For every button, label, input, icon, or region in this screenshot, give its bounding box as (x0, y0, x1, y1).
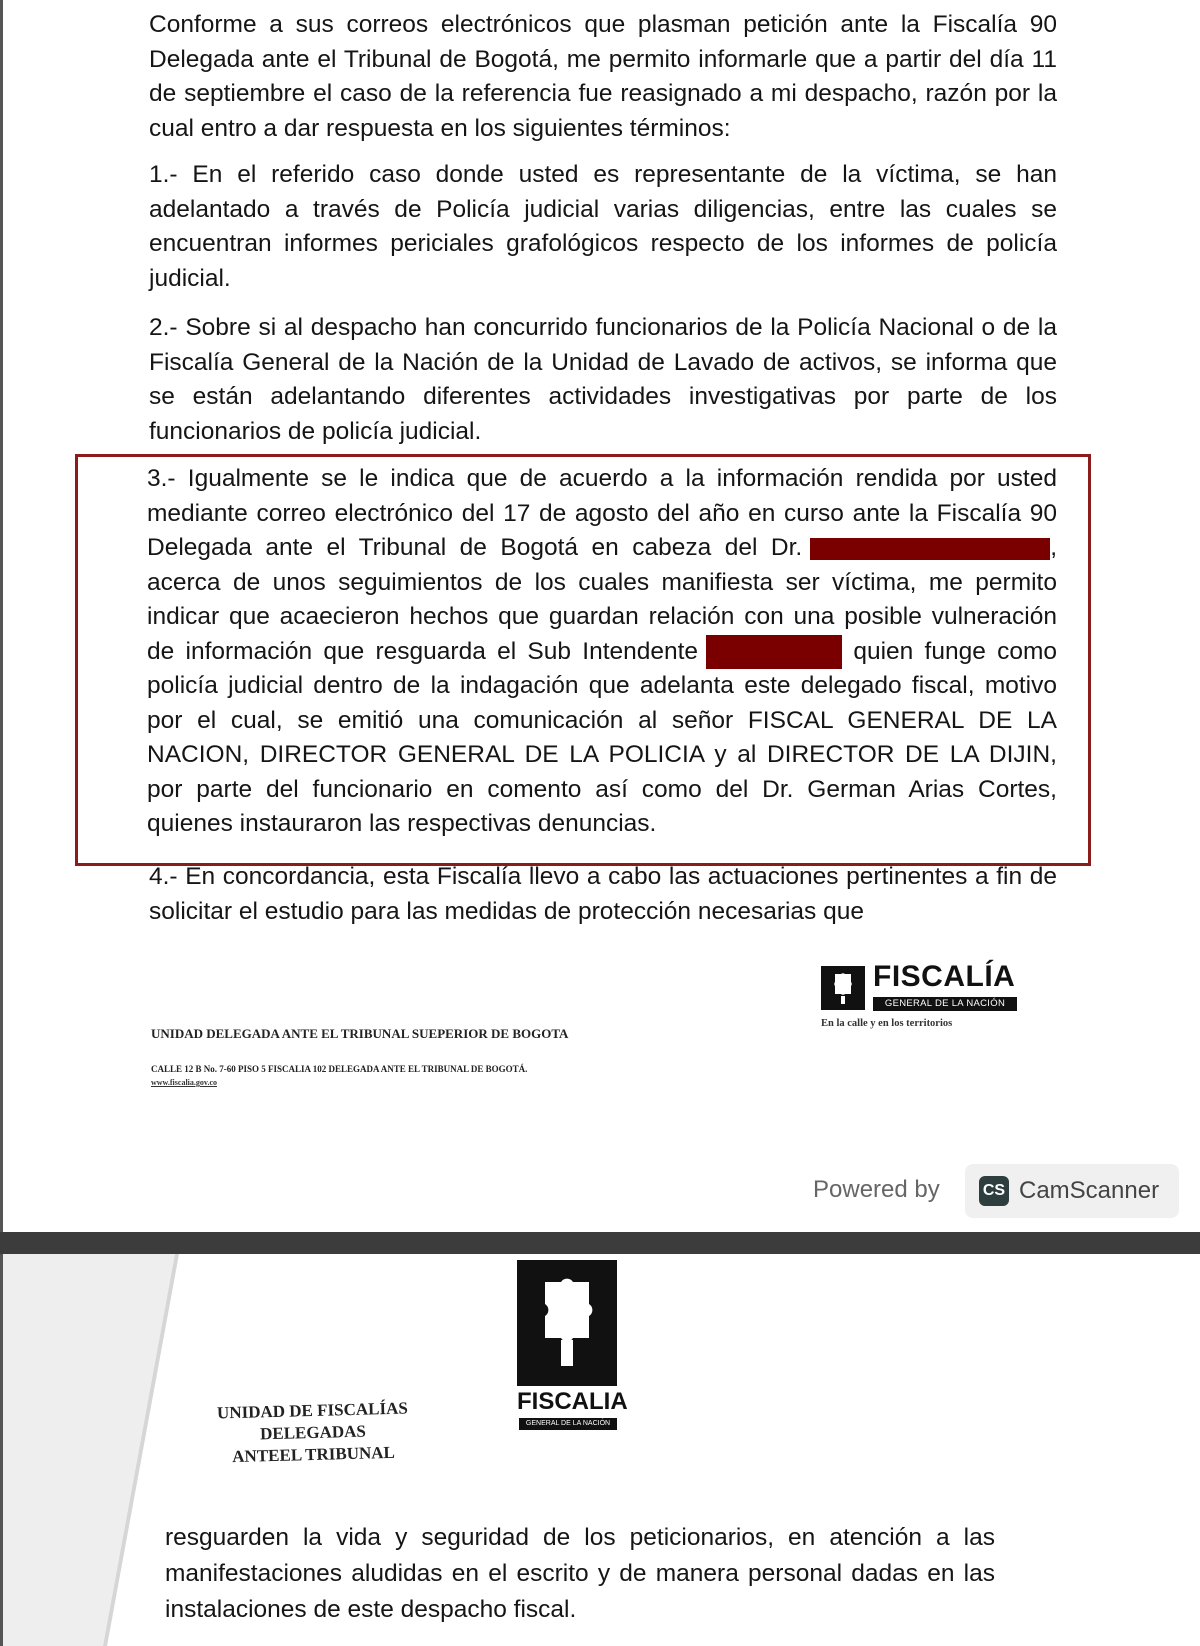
paragraph-item-4: 4.- En concordancia, esta Fiscalía llevo a cabo las actuaciones pertinentes a fin de solicitar el estudio para las medidas de protección necesarias que (149, 863, 1057, 925)
paragraph-continuation: resguarden la vida y seguridad de los peticionarios, en atención a las manifestaciones aludidas en el escrito y de manera personal dadas en las instalaciones de este despacho fiscal. (165, 1524, 995, 1623)
camscanner-label: CamScanner (1019, 1177, 1160, 1204)
item-3-text-part-3: quien funge como policía judicial dentro de la indagación que adelanta este delegado fiscal, motivo por el cual, se emitió una comunicación al señor FISCAL GENERAL DE LA NACION, DIRECTOR GENERAL DE LA POLICIA y al DIRECTOR DE LA DIJIN, por parte del funcionario en comento así como del Dr. German Arias Cortes, quienes instauraron las respectivas denuncias. (147, 637, 1057, 838)
logo-name: FISCALÍA (873, 960, 1016, 993)
item-3-text-part-2: , acerca de unos seguimientos de los cuales manifiesta ser víctima, me permito indicar que acaecieron hechos que guardan relación con una posible vulneración de información que resguarda el Sub Intendente (147, 534, 1057, 665)
camscanner-icon: CS (979, 1176, 1009, 1206)
logo-subtitle: GENERAL DE LA NACIÓN (873, 997, 1017, 1011)
page2-unit-line-2: ANTEEL TRIBUNAL (232, 1442, 396, 1467)
fiscalia-logo (821, 960, 1021, 1030)
powered-by-label: Powered by (813, 1176, 940, 1203)
logo-slogan: En la calle y en los territorios (821, 1018, 953, 1029)
camscanner-badge (965, 1164, 1179, 1218)
page2-unit-line-1: UNIDAD DE FISCALÍAS DELEGADAS (216, 1398, 409, 1444)
logo-name: FISCALIA (517, 1388, 628, 1415)
highlight-box (75, 454, 1091, 866)
fiscalia-logo-large (517, 1260, 628, 1436)
page2-unit-name (162, 1396, 464, 1470)
logo-subtitle: GENERAL DE LA NACIÓN (519, 1418, 617, 1430)
footer-unit-name: UNIDAD DELEGADA ANTE EL TRIBUNAL SUEPERIOR DE BOGOTA (151, 1026, 569, 1041)
paragraph-intro: Conforme a sus correos electrónicos que plasman petición ante la Fiscalía 90 Delegada ante el Tribunal de Bogotá, me permito informarle que a partir del día 11 de septiembre el caso de la referencia fue reasignado a mi despacho, razón por la cual entro a dar respuesta en los siguientes términos: (149, 11, 1057, 142)
paragraph-item-1: 1.- En el referido caso donde usted es representante de la víctima, se han adelantado a través de Policía judicial varias diligencias, entre las cuales se encuentran informes periciales grafológicos respecto de los informes de policía judicial. (149, 161, 1057, 292)
puzzle-emblem-icon (517, 1260, 617, 1386)
paragraph-item-2: 2.- Sobre si al despacho han concurrido funcionarios de la Policía Nacional o de la Fiscalía General de la Nación de la Unidad de Lavado de activos, se informa que se están adelantando diferentes actividades investigativas por parte de los funcionarios de policía judicial. (149, 314, 1057, 445)
footer-website: www.fiscalia.gov.co (151, 1078, 217, 1087)
scanned-page-2 (0, 1254, 1200, 1646)
item-3-text-part-1: 3.- Igualmente se le indica que de acuerdo a la información rendida por usted mediante correo electrónico del 17 de agosto del año en curso ante la Fiscalía 90 Delegada ante el Tribunal de Bogotá en cabeza del Dr. (147, 465, 1057, 561)
footer-address: CALLE 12 B No. 7-60 PISO 5 FISCALIA 102 DELEGADA ANTE EL TRIBUNAL DE BOGOTÁ. (151, 1064, 528, 1074)
puzzle-emblem-icon (821, 966, 865, 1010)
